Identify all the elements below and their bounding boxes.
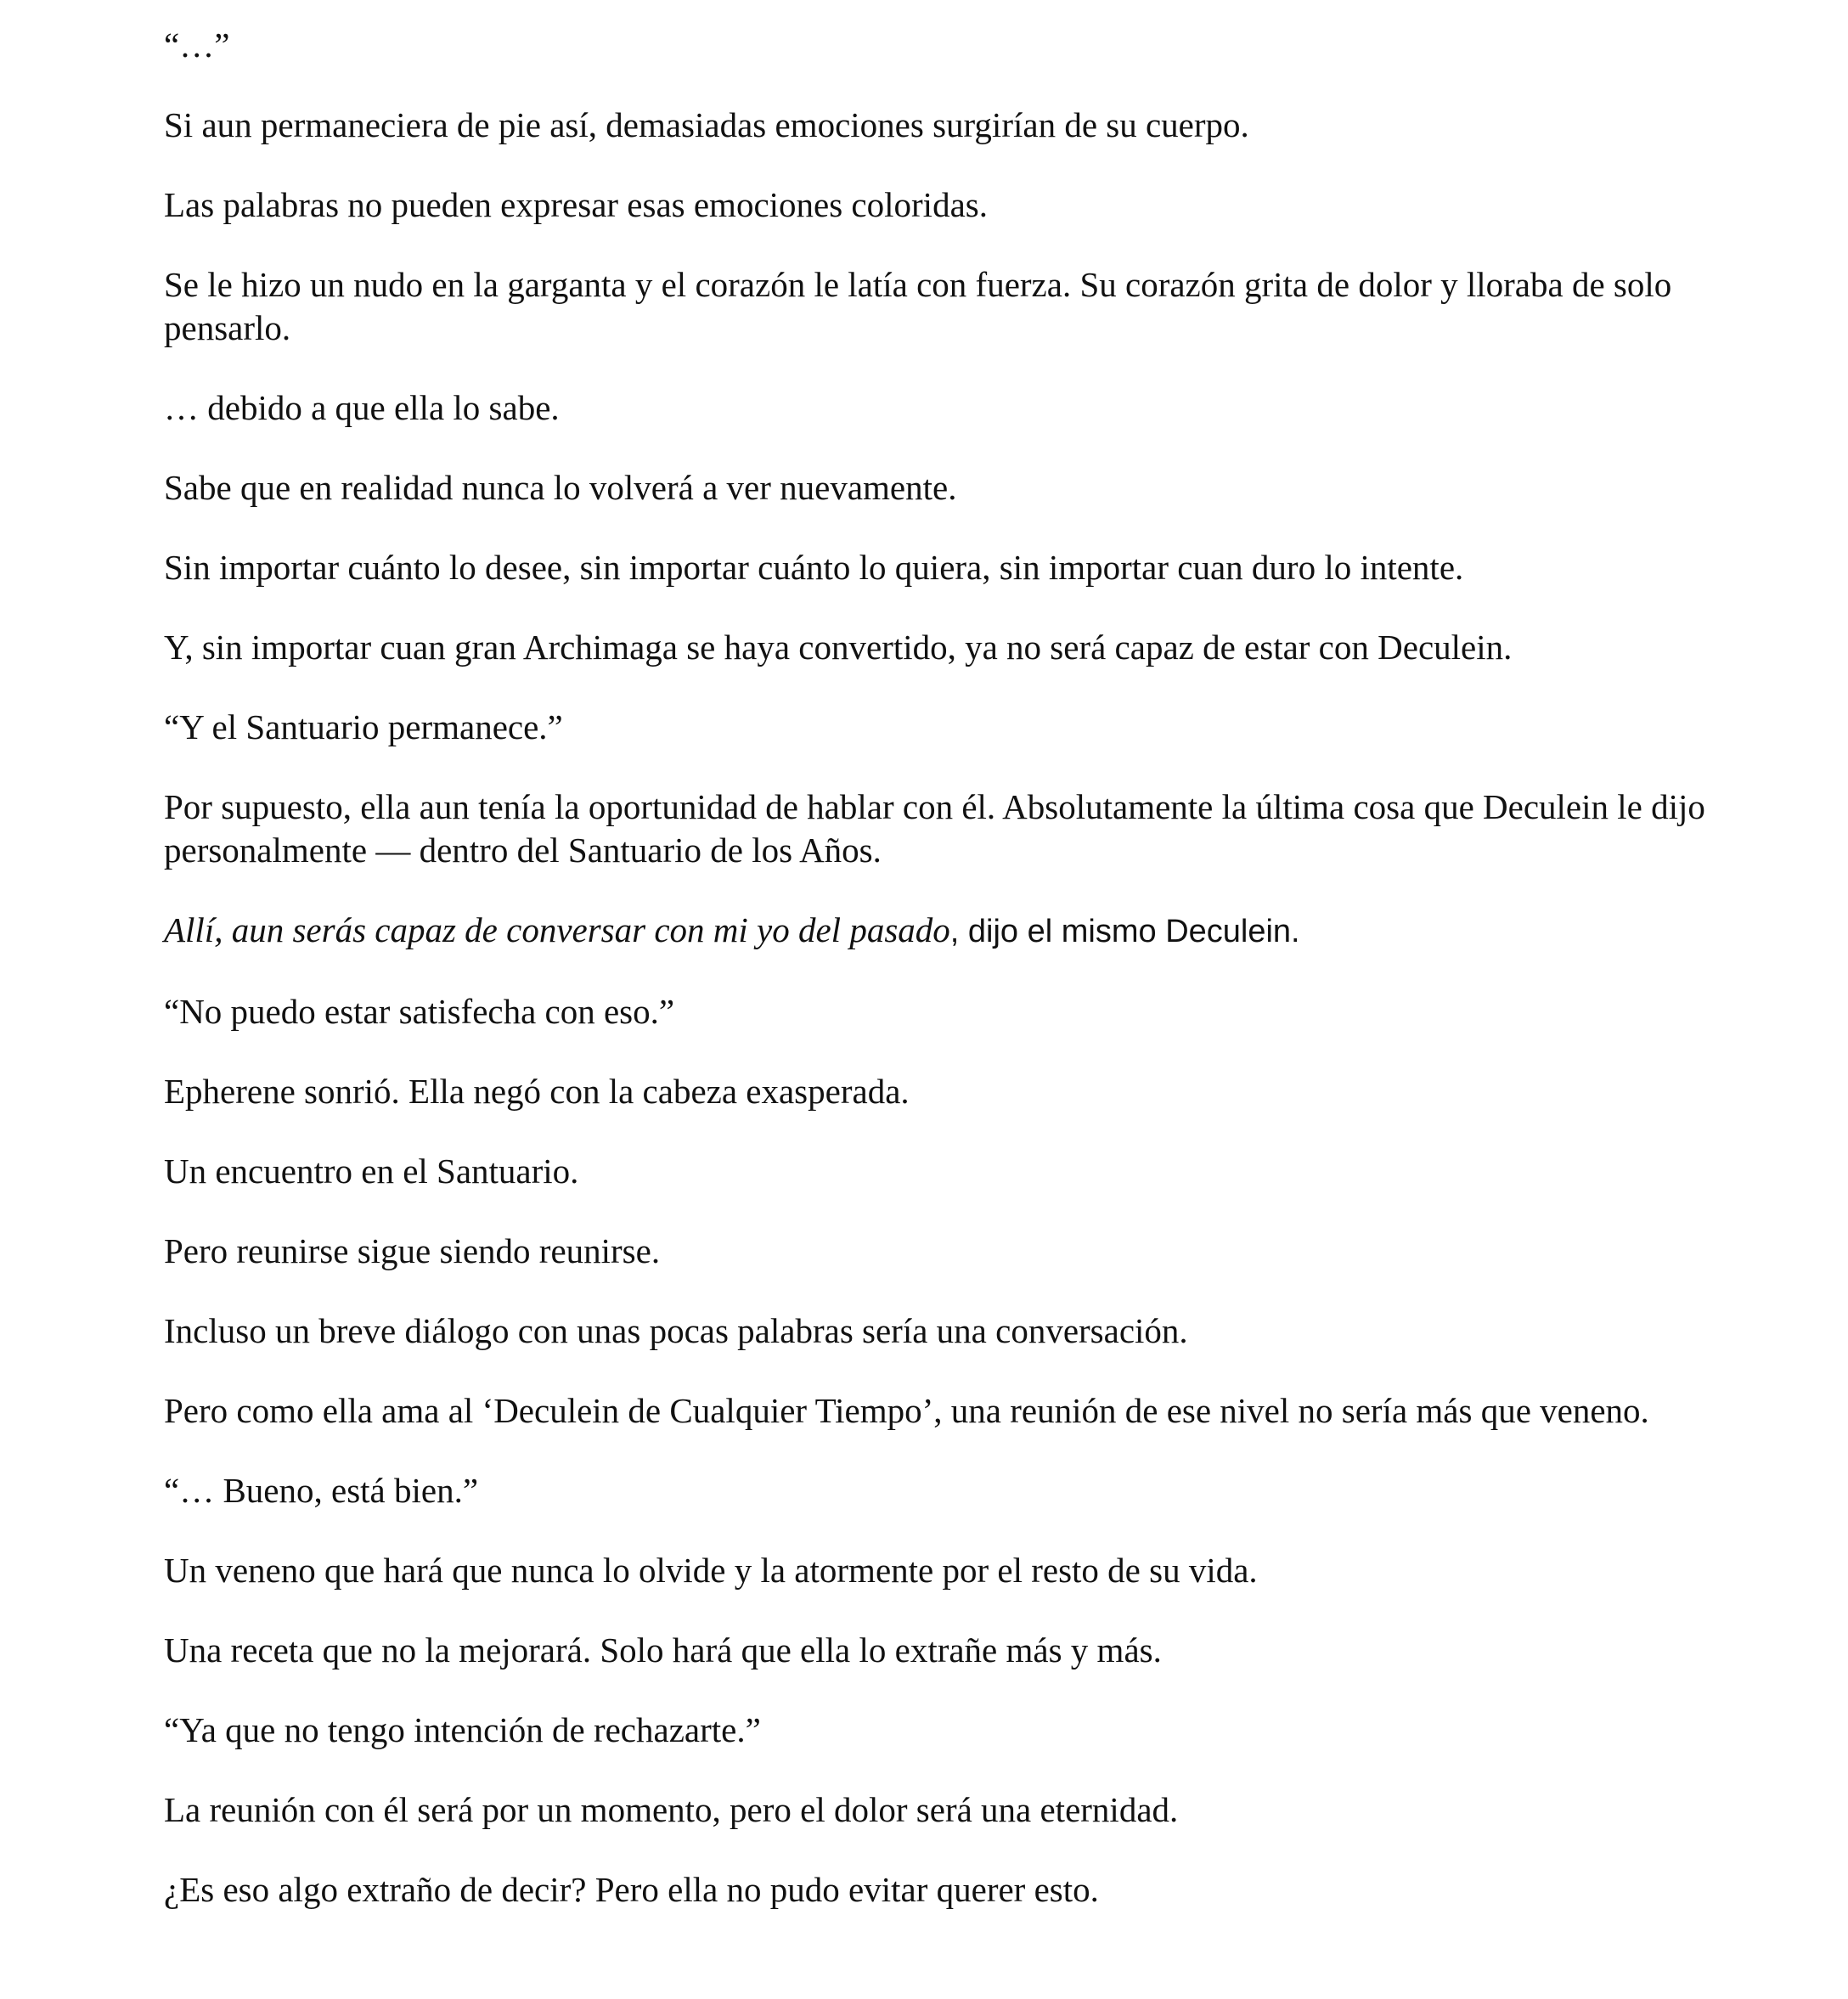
paragraph-13: Epherene sonrió. Ella negó con la cabeza exasperada. xyxy=(164,1072,910,1111)
paragraph-7: Sin importar cuánto lo desee, sin importar cuánto lo quiera, sin importar cuan duro lo intente. xyxy=(164,548,1464,587)
document-page xyxy=(164,24,1710,1948)
paragraph-16: Incluso un breve diálogo con unas pocas palabras sería una conversación. xyxy=(164,1311,1188,1350)
paragraph-23: ¿Es eso algo extraño de decir? Pero ella no pudo evitar querer esto. xyxy=(164,1870,1099,1909)
paragraph-18: “… Bueno, está bien.” xyxy=(164,1471,479,1510)
paragraph-4: Se le hizo un nudo en la garganta y el corazón le latía con fuerza. Su corazón grita de dolor y lloraba de solo pensarlo. xyxy=(164,265,1672,347)
paragraph-11-rest: , dijo el mismo Deculein. xyxy=(949,914,1300,949)
paragraph-3: Las palabras no pueden expresar esas emociones coloridas. xyxy=(164,185,988,224)
paragraph-14: Un encuentro en el Santuario. xyxy=(164,1152,579,1191)
paragraph-21: “Ya que no tengo intención de rechazarte.” xyxy=(164,1710,761,1749)
paragraph-22: La reunión con él será por un momento, pero el dolor será una eternidad. xyxy=(164,1790,1179,1829)
paragraph-8: Y, sin importar cuan gran Archimaga se haya convertido, ya no será capaz de estar con Deculein. xyxy=(164,628,1513,667)
paragraph-17: Pero como ella ama al ‘Deculein de Cualquier Tiempo’, una reunión de ese nivel no sería más que veneno. xyxy=(164,1391,1649,1430)
paragraph-15: Pero reunirse sigue siendo reunirse. xyxy=(164,1231,661,1270)
paragraph-20: Una receta que no la mejorará. Solo hará que ella lo extrañe más y más. xyxy=(164,1630,1162,1670)
paragraph-19: Un veneno que hará que nunca lo olvide y la atormente por el resto de su vida. xyxy=(164,1551,1258,1590)
italic-quote: Allí, aun serás capaz de conversar con mi yo del pasado xyxy=(164,910,950,949)
paragraph-12: “No puedo estar satisfecha con eso.” xyxy=(164,992,675,1031)
paragraph-10: Por supuesto, ella aun tenía la oportunidad de hablar con él. Absolutamente la última cosa que Deculein le dijo personalmente — dentro del Santuario de los Años. xyxy=(164,787,1705,870)
paragraph-9: “Y el Santuario permanece.” xyxy=(164,707,563,746)
paragraph-1: “…” xyxy=(164,25,230,65)
paragraph-2: Si aun permaneciera de pie así, demasiadas emociones surgirían de su cuerpo. xyxy=(164,105,1249,144)
paragraph-6: Sabe que en realidad nunca lo volverá a ver nuevamente. xyxy=(164,468,957,507)
paragraph-11 xyxy=(164,909,1710,954)
paragraph-5: … debido a que ella lo sabe. xyxy=(164,388,560,427)
